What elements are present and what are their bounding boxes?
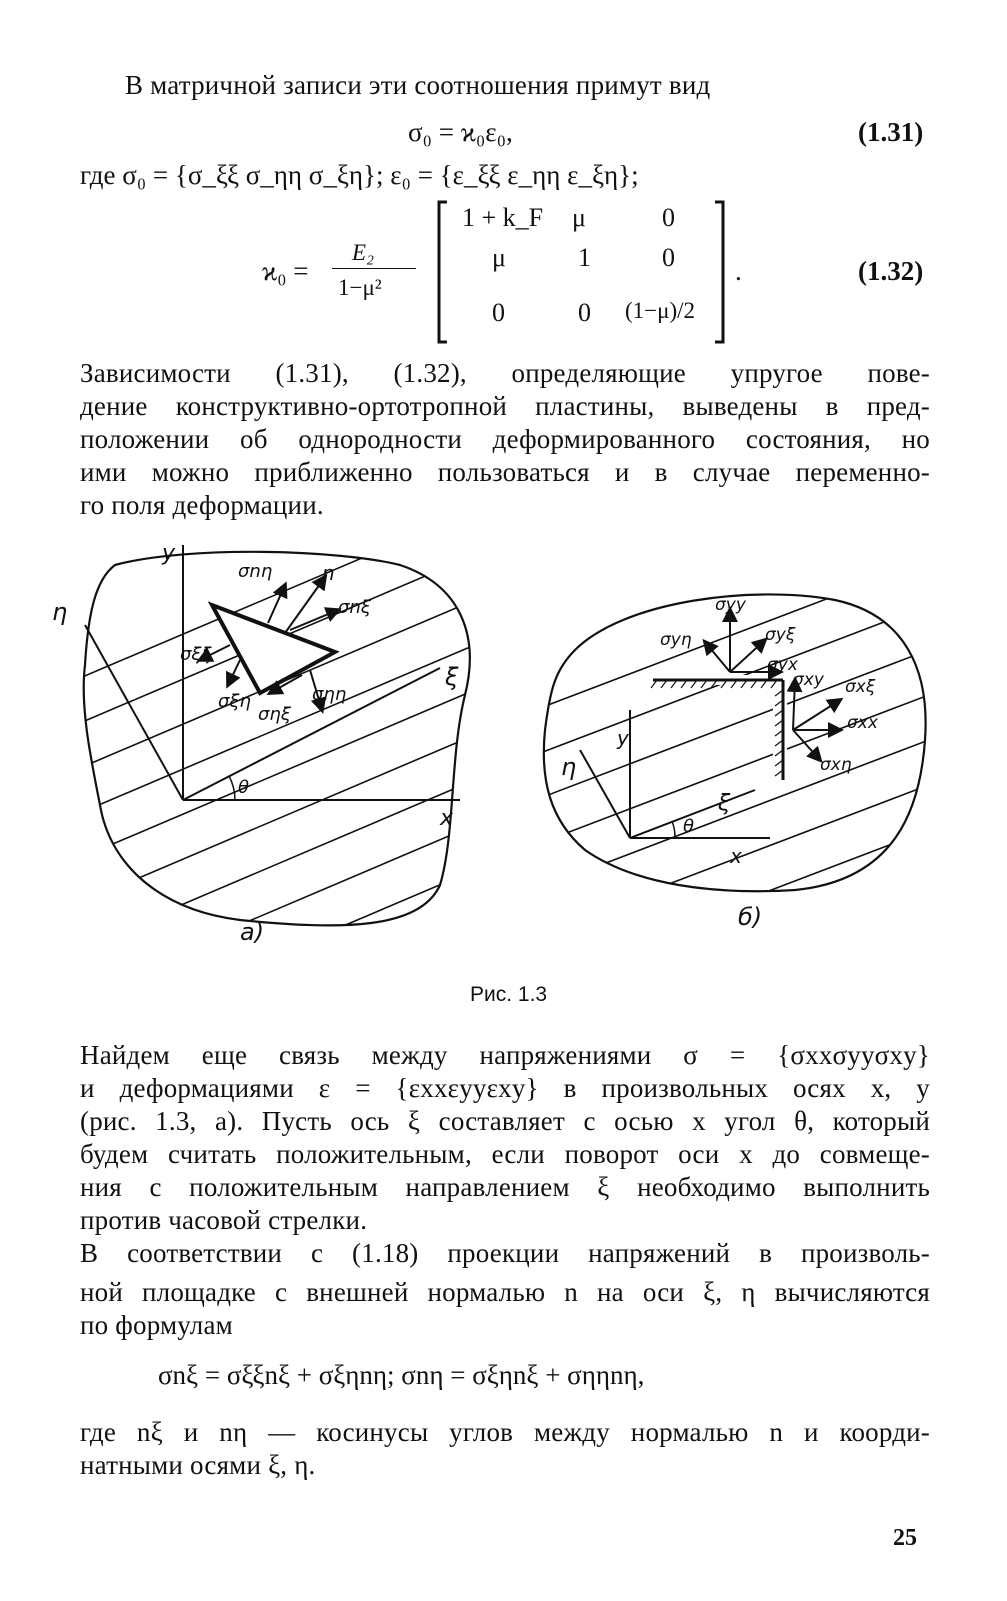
label-sigma-xeta: σxη (820, 755, 852, 775)
label-sigma-etaeta: σηη (312, 684, 347, 705)
matrix-cell-1-3: 0 (662, 203, 675, 232)
para3-line2: и деформациями ε = {εxxεyyεxy} в произвольных осях x, y (80, 1073, 930, 1103)
para3-line3: (рис. 1.3, а). Пусть ось ξ составляет с осью x угол θ, который (80, 1106, 930, 1136)
para2-line3: положении об однородности деформированного состояния, но (80, 424, 930, 454)
matrix-cell-2-3: 0 (662, 243, 675, 272)
equation-number-1-32: (1.32) (858, 256, 924, 286)
projection-equation: σnξ = σξξnξ + σξηnη; σnη = σξηnξ + σηηnη, (158, 1360, 645, 1390)
label-x-b: x (730, 844, 742, 868)
label-sigma-neta: σnη (238, 561, 273, 582)
label-sigma-xx: σxx (847, 713, 878, 733)
label-sigma-yy: σyy (715, 595, 746, 615)
para5-line1: где nξ и nη — косинусы углов между нормалью n и коорди- (80, 1417, 930, 1447)
label-sigma-xxi: σxξ (845, 677, 876, 697)
para3-line5: ния с положительным направлением ξ необходимо выполнить (80, 1172, 930, 1202)
label-sigma-xixi: σξξ (180, 644, 212, 665)
label-xi-b: ξ (718, 791, 731, 816)
figure-a (40, 535, 510, 955)
label-theta-b: θ (683, 816, 695, 837)
para2-line1: Зависимости (1.31), (1.32), определяющие упругое пове- (80, 358, 930, 388)
kappa-lhs: ϰ₀ = (262, 256, 309, 286)
fraction-numerator: E₂ (352, 240, 375, 265)
matrix-cell-3-3: (1−μ)/2 (625, 298, 696, 323)
matrix-cell-2-2: 1 (578, 243, 591, 272)
para4-line1: В соответствии с (1.18) проекции напряжений в произволь- (80, 1238, 930, 1268)
label-sigma-yeta: σyη (660, 630, 692, 650)
matrix-cell-1-2: μ (572, 203, 586, 232)
label-y-a: y (162, 541, 176, 566)
para3-line6: против часовой стрелки. (80, 1205, 368, 1235)
label-x-a: x (440, 806, 454, 831)
matrix-cell-2-1: μ (492, 243, 506, 272)
para2-line5: го поля деформации. (80, 490, 324, 520)
label-eta-b: η (561, 753, 577, 781)
label-sigma-nxi: σnξ (338, 597, 371, 618)
matrix-period: . (735, 256, 742, 286)
matrix-cell-3-2: 0 (578, 298, 591, 327)
intro-line: В матричной записи эти соотношения примут вид (125, 70, 711, 100)
para3-line1: Найдем еще связь между напряжениями σ = {σxxσyyσxy} (80, 1040, 930, 1070)
figure-caption: Рис. 1.3 (470, 983, 548, 1006)
equation-1-31: σ₀ = ϰ₀ε₀, (408, 117, 513, 147)
label-sigma-xy: σxy (793, 670, 824, 690)
figure-b-tag: б) (738, 903, 763, 931)
para4-line2: ной площадке с внешней нормалью n на оси ξ, η вычисляются (80, 1277, 930, 1307)
para2-line4: ими можно приближенно пользоваться и в случае переменно- (80, 457, 930, 487)
label-xi-a: ξ (445, 663, 459, 691)
fraction-denominator: 1−μ² (338, 275, 382, 300)
label-theta-a: θ (238, 777, 250, 798)
para2-line2: дение конструктивно-ортотропной пластины, выведены в пред- (80, 391, 930, 421)
figure-a-tag: а) (240, 918, 265, 946)
label-sigma-etaxi: σηξ (258, 704, 291, 725)
para5-line2: натными осями ξ, η. (80, 1450, 316, 1480)
para3-line4: будем считать положительным, если поворот оси x до совмеще- (80, 1139, 930, 1169)
label-n-a: n (322, 561, 335, 585)
equation-number-1-31: (1.31) (858, 117, 924, 147)
label-y-b: y (617, 726, 629, 750)
label-sigma-yxi: σyξ (765, 625, 796, 645)
page-number: 25 (893, 1525, 917, 1551)
label-sigma-yx: σyx (767, 655, 798, 675)
label-eta-a: η (52, 598, 68, 626)
figure-b (535, 580, 955, 940)
where-definitions: где σ₀ = {σ_ξξ σ_ηη σ_ξη}; ε₀ = {ε_ξξ ε_ηη ε_ξη}; (80, 160, 639, 190)
label-sigma-xieta: σξη (218, 691, 251, 712)
matrix-cell-1-1: 1 + k_F (462, 203, 544, 232)
fraction-bar (332, 268, 416, 269)
para4-line3: по формулам (80, 1310, 233, 1340)
matrix-cell-3-1: 0 (492, 298, 505, 327)
